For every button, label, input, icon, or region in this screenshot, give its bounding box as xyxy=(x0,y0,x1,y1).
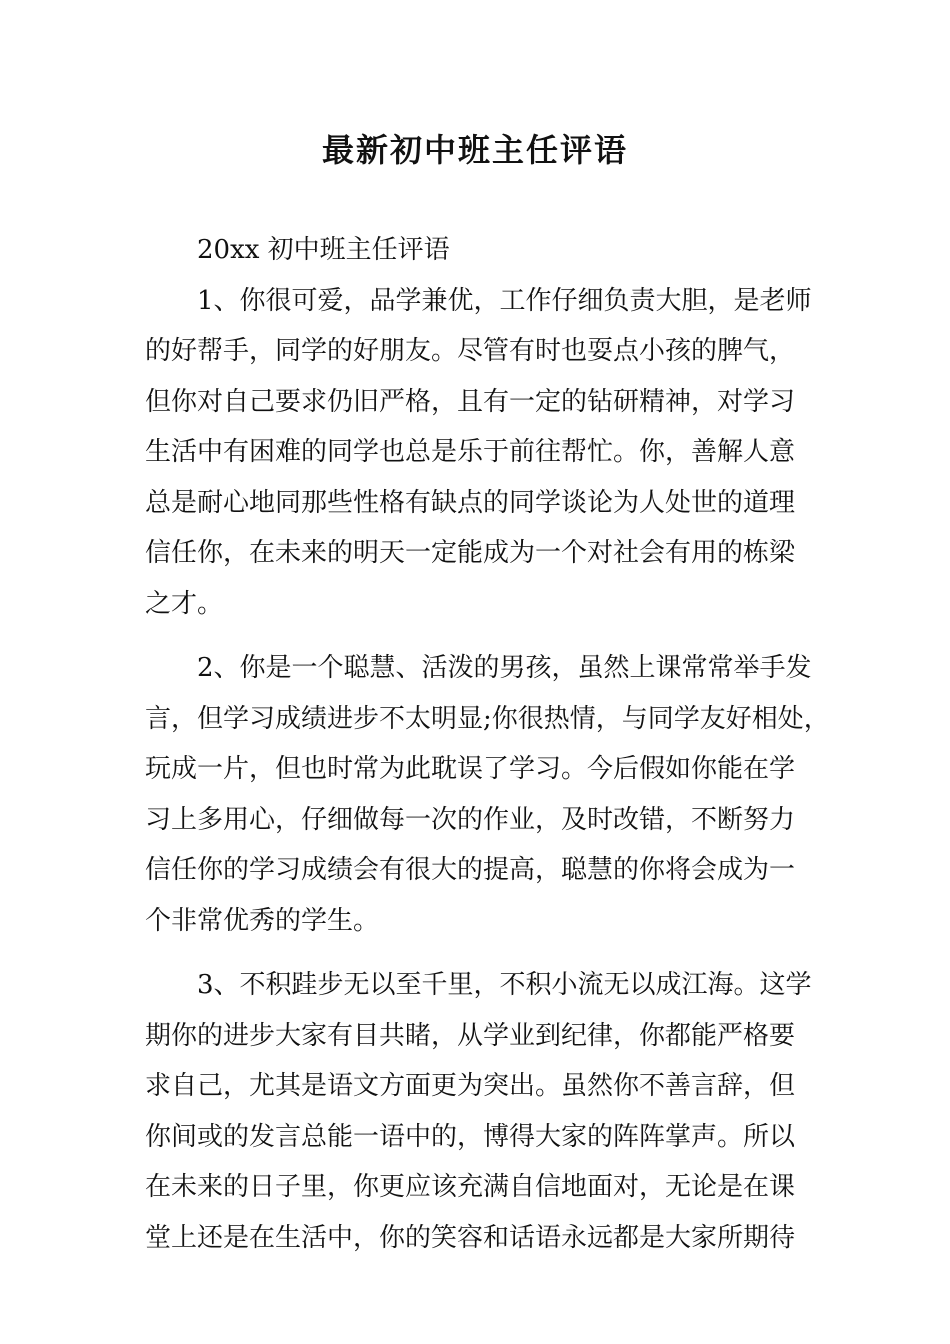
paragraph-line: 言，但学习成绩进步不太明显;你很热情，与同学友好相处， xyxy=(145,703,830,734)
paragraph-line: 总是耐心地同那些性格有缺点的同学谈论为人处世的道理 xyxy=(145,487,796,518)
document-body xyxy=(145,225,830,1263)
paragraph-line: 信任你，在未来的明天一定能成为一个对社会有用的栋梁 xyxy=(145,538,796,568)
paragraph-line: 信任你的学习成绩会有很大的提高，聪慧的你将会成为一 xyxy=(145,855,796,885)
paragraph-line: 在未来的日子里，你更应该充满自信地面对，无论是在课 xyxy=(145,1172,796,1202)
paragraph-line: 期你的进步大家有目共睹，从学业到纪律，你都能严格要 xyxy=(145,1020,796,1051)
paragraph-line: 1、你很可爱，品学兼优，工作仔细负责大胆，是老师 xyxy=(197,285,812,316)
paragraph-line: 求自己，尤其是语文方面更为突出。虽然你不善言辞，但 xyxy=(145,1071,796,1101)
paragraph-1 xyxy=(145,276,810,630)
document-subtitle: 20xx 初中班主任评语 xyxy=(197,235,450,265)
paragraph-3 xyxy=(145,960,810,1263)
document-title: 最新初中班主任评语 xyxy=(321,131,628,169)
paragraph-line: 你间或的发言总能一语中的，博得大家的阵阵掌声。所以 xyxy=(145,1121,796,1152)
paragraph-line: 3、不积跬步无以至千里，不积小流无以成江海。这学 xyxy=(197,970,812,1000)
paragraph-line: 2、你是一个聪慧、活泼的男孩，虽然上课常常举手发 xyxy=(197,653,812,683)
paragraph-line: 堂上还是在生活中，你的笑容和话语永远都是大家所期待 xyxy=(145,1222,796,1253)
paragraph-line: 的好帮手，同学的好朋友。尽管有时也耍点小孩的脾气， xyxy=(145,336,796,366)
paragraph-line: 但你对自己要求仍旧严格，且有一定的钻研精神，对学习 xyxy=(145,386,796,417)
paragraph-line: 玩成一片，但也时常为此耽误了学习。今后假如你能在学 xyxy=(145,754,796,784)
paragraph-line: 之才。 xyxy=(145,588,224,619)
paragraph-line: 个非常优秀的学生。 xyxy=(145,905,380,936)
paragraph-line: 习上多用心，仔细做每一次的作业，及时改错，不断努力 xyxy=(145,804,796,835)
paragraph-line: 生活中有困难的同学也总是乐于前往帮忙。你，善解人意 xyxy=(145,437,796,467)
paragraph-2 xyxy=(145,643,830,946)
